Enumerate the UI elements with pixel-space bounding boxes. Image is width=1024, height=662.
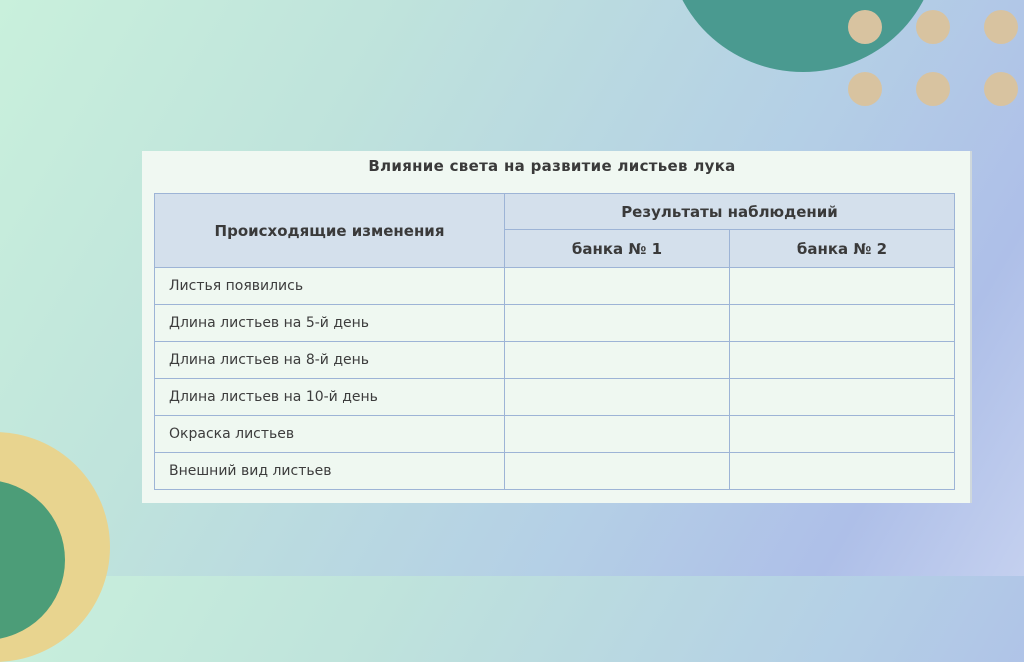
cell-jar-2[interactable] bbox=[730, 268, 955, 305]
observation-table bbox=[154, 193, 955, 490]
header-jar-2: банка № 2 bbox=[730, 230, 955, 268]
header-changes: Происходящие изменения bbox=[155, 194, 505, 268]
table-row bbox=[155, 342, 955, 379]
table-row bbox=[155, 416, 955, 453]
cell-jar-1[interactable] bbox=[505, 453, 730, 490]
decor-circle-top bbox=[668, 0, 938, 72]
cell-jar-2[interactable] bbox=[730, 453, 955, 490]
table-row bbox=[155, 379, 955, 416]
table-row bbox=[155, 453, 955, 490]
cell-jar-2[interactable] bbox=[730, 379, 955, 416]
table-card bbox=[142, 151, 970, 503]
cell-jar-1[interactable] bbox=[505, 305, 730, 342]
cell-jar-1[interactable] bbox=[505, 268, 730, 305]
decor-dot bbox=[848, 72, 882, 106]
cell-jar-2[interactable] bbox=[730, 305, 955, 342]
decor-dot bbox=[916, 72, 950, 106]
row-label: Длина листьев на 5-й день bbox=[155, 305, 505, 342]
row-label: Длина листьев на 10-й день bbox=[155, 379, 505, 416]
cell-jar-2[interactable] bbox=[730, 342, 955, 379]
header-results: Результаты наблюдений bbox=[505, 194, 955, 230]
table-row bbox=[155, 268, 955, 305]
row-label: Окраска листьев bbox=[155, 416, 505, 453]
row-label: Листья появились bbox=[155, 268, 505, 305]
cell-jar-1[interactable] bbox=[505, 416, 730, 453]
table-row bbox=[155, 305, 955, 342]
decor-dot bbox=[848, 10, 882, 44]
decor-dot bbox=[916, 10, 950, 44]
header-jar-1: банка № 1 bbox=[505, 230, 730, 268]
table-title: Влияние света на развитие листьев лука bbox=[368, 157, 736, 175]
cell-jar-1[interactable] bbox=[505, 379, 730, 416]
cell-jar-2[interactable] bbox=[730, 416, 955, 453]
cell-jar-1[interactable] bbox=[505, 342, 730, 379]
decor-dot bbox=[984, 10, 1018, 44]
row-label: Внешний вид листьев bbox=[155, 453, 505, 490]
row-label: Длина листьев на 8-й день bbox=[155, 342, 505, 379]
decor-dot bbox=[984, 72, 1018, 106]
